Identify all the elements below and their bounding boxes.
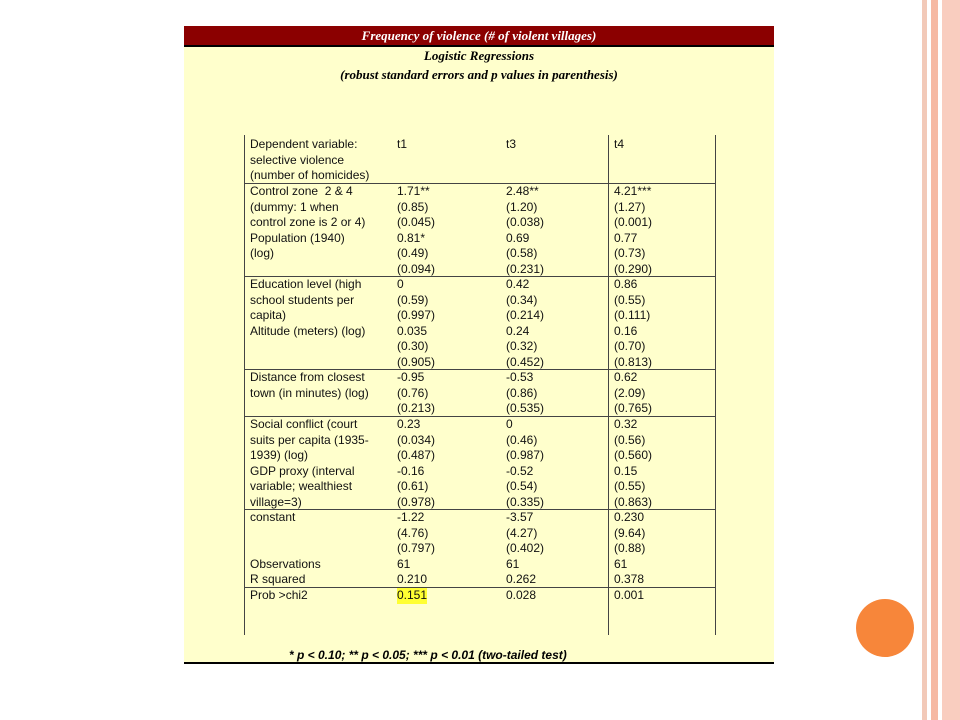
subtitle-method: Logistic Regressions	[423, 48, 535, 63]
cell-value: 0 (0.46) (0.987) -0.52 (0.54) (0.335)	[506, 417, 545, 509]
bottom-rule	[184, 662, 774, 664]
row-label: Social conflict (court suits per capita (1935- 1939) (log) GDP proxy (interval variable; wealthiest village=3)	[250, 417, 369, 509]
cell-value: 0.62 (2.09) (0.765)	[614, 370, 653, 415]
column-header-t4: t4	[614, 137, 625, 151]
cell-value: 0 (0.59) (0.997) 0.035 (0.30) (0.905)	[397, 277, 436, 369]
cell-value: 0.23 (0.034) (0.487) -0.16 (0.61) (0.978)	[397, 417, 436, 509]
row-label: constant Observations R squared	[250, 510, 321, 586]
row-label: Dependent variable: selective violence (number of homicides)	[250, 137, 370, 182]
table-border-left	[244, 135, 245, 635]
decor-stripe	[942, 0, 960, 720]
cell-value: -0.95 (0.76) (0.213)	[397, 370, 436, 415]
decor-stripe	[931, 0, 938, 720]
row-label: Control zone 2 & 4 (dummy: 1 when control zone is 2 or 4) Population (1940) (log)	[250, 184, 366, 260]
decor-circle	[856, 599, 914, 657]
table-border-right	[715, 135, 716, 635]
row-label: Distance from closest town (in minutes) (log)	[250, 370, 369, 400]
cell-value: 0.86 (0.55) (0.111) 0.16 (0.70) (0.813)	[614, 277, 653, 369]
cell-value: 0.32 (0.56) (0.560) 0.15 (0.55) (0.863)	[614, 417, 653, 509]
cell-value: -3.57 (4.27) (0.402) 61 0.262	[506, 510, 545, 586]
cell-value: 4.21*** (1.27) (0.001) 0.77 (0.73) (0.290)	[614, 184, 653, 276]
cell-value: 0.001	[614, 588, 645, 602]
column-header-t3: t3	[506, 137, 517, 151]
cell-value: 0.42 (0.34) (0.214) 0.24 (0.32) (0.452)	[506, 277, 545, 369]
cell-value: 0.028	[506, 588, 537, 602]
column-separator	[608, 135, 609, 635]
row-label: Prob >chi2	[250, 588, 308, 602]
highlighted-cell: 0.151	[397, 588, 428, 602]
cell-value: 0.230 (9.64) (0.88) 61 0.378	[614, 510, 646, 586]
title-rule	[184, 45, 774, 47]
cell-value: -0.53 (0.86) (0.535)	[506, 370, 545, 415]
cell-value: -1.22 (4.76) (0.797) 61 0.210	[397, 510, 436, 586]
cell-value: 1.71** (0.85) (0.045) 0.81* (0.49) (0.094)	[397, 184, 436, 276]
cell-value: 2.48** (1.20) (0.038) 0.69 (0.58) (0.231)	[506, 184, 545, 276]
significance-footnote: * p < 0.10; ** p < 0.05; *** p < 0.01 (two-tailed test)	[289, 648, 567, 662]
table-title: Frequency of violence (# of violent villages)	[184, 26, 774, 45]
regression-table	[244, 135, 716, 635]
row-label: Education level (high school students per capita) Altitude (meters) (log)	[250, 277, 366, 338]
subtitle-note: (robust standard errors and p values in parenthesis)	[340, 67, 618, 82]
column-header-t1: t1	[397, 137, 408, 151]
